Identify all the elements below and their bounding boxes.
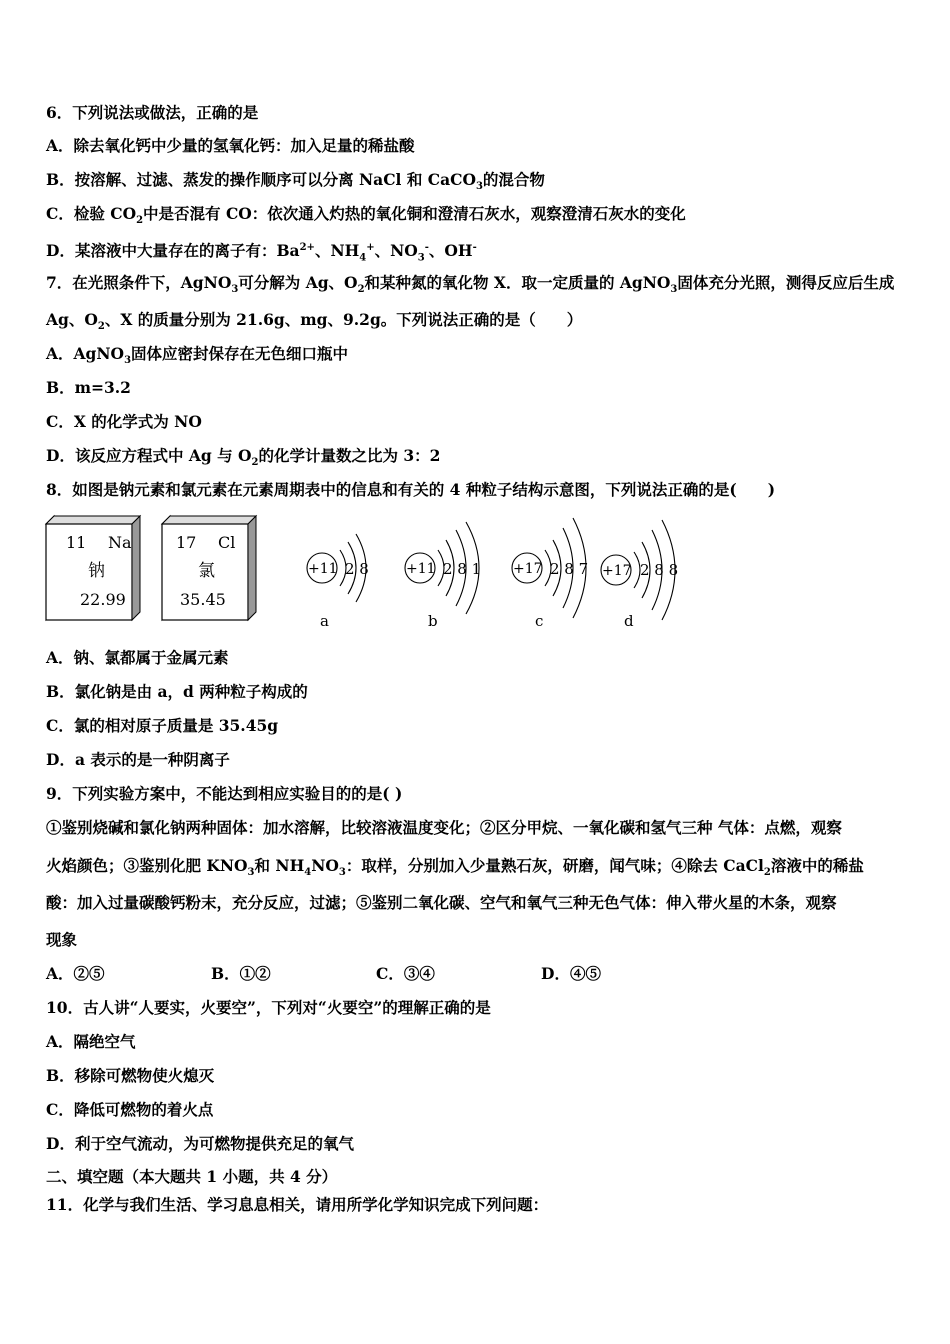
cl-atomic-mass: 35.45 <box>180 590 226 609</box>
q6-d-sub2: 3 <box>417 252 425 264</box>
q7-d-pre: D．该反应方程式中 Ag 与 O <box>46 446 252 465</box>
particle-c <box>512 518 588 630</box>
q9-option-a: A．②⑤ <box>46 964 105 983</box>
na-symbol: Na <box>108 533 132 552</box>
q11-stem: 11．化学与我们生活、学习息息相关，请用所学化学知识完成下列问题： <box>46 1195 549 1214</box>
q6-d-mid3: 、OH <box>428 241 473 261</box>
q6-option-b <box>46 170 545 197</box>
q6-b-pre: B．按溶解、过滤、蒸发的操作顺序可以分离 NaCl 和 CaCO <box>46 170 476 189</box>
q6-d-pre: D．某溶液中大量存在的离子有：Ba <box>46 241 300 261</box>
na-atomic-number: 11 <box>66 533 87 552</box>
particle-d-shells: 2 8 8 <box>640 561 679 579</box>
q6-d-sub1: 4 <box>359 252 367 264</box>
q7-s2-sub: 2 <box>97 321 105 333</box>
q8-option-b: B．氯化钠是由 a，d 两种粒子构成的 <box>46 682 308 701</box>
section-2-title: 二、填空题（本大题共 1 小题，共 4 分） <box>46 1167 338 1186</box>
q7-s1-sub: 3 <box>231 284 239 296</box>
particle-a-nucleus: +11 <box>308 561 338 577</box>
q6-d-sup3: - <box>424 242 429 253</box>
q8-stem: 8．如图是钠元素和氯元素在元素周期表中的信息和有关的 4 种粒子结构示意图，下列说法正确的是( ) <box>46 480 776 499</box>
q7-s1-post: 固体充分光照，测得反应后生成 <box>677 273 895 292</box>
particle-c-shells: 2 8 7 <box>550 560 589 578</box>
q7-s2-post: 、X 的质量分别为 21.6g、mg、9.2g。下列说法正确的是（ ） <box>104 310 583 329</box>
q8-figure <box>40 508 700 633</box>
q7-a-post: 固体应密封保存在无色细口瓶中 <box>131 344 349 363</box>
q9-body-line4: 现象 <box>46 930 78 949</box>
q9-b2-mid: 和 NH <box>254 856 305 875</box>
q9-b2-sub3: 3 <box>338 867 346 879</box>
q7-stem-line2 <box>46 310 582 337</box>
q8-option-a: A．钠、氯都属于金属元素 <box>46 648 229 667</box>
q7-s1-mid2: 和某种氮的氧化物 X．取一定质量的 AgNO <box>364 273 671 292</box>
q10-option-d: D．利于空气流动，为可燃物提供充足的氧气 <box>46 1134 354 1153</box>
q6-option-a: A．除去氧化钙中少量的氢氧化钙：加入足量的稀盐酸 <box>46 136 415 155</box>
q7-s1-pre: 7．在光照条件下，AgNO <box>46 273 232 292</box>
q8-option-c: C．氯的相对原子质量是 35.45g <box>46 716 279 735</box>
na-atomic-mass: 22.99 <box>80 590 126 609</box>
q9-option-c: C．③④ <box>376 964 435 983</box>
particle-a <box>307 534 369 630</box>
q7-stem-line1 <box>46 273 894 300</box>
particle-b <box>405 522 481 630</box>
q6-d-sup2: + <box>366 242 375 253</box>
q9-body-line3: 酸：加入过量碳酸钙粉末，充分反应，过滤；⑤鉴别二氧化碳、空气和氧气三种无色气体：伸入带火星的木条，观察 <box>46 893 837 912</box>
q6-c-sub: 2 <box>136 215 144 227</box>
particle-d-label: d <box>624 612 634 630</box>
q6-option-d <box>46 238 477 268</box>
q6-option-c <box>46 204 686 231</box>
q7-s1-mid: 可分解为 Ag、O <box>238 273 358 292</box>
cl-name: 氯 <box>198 561 215 581</box>
q6-c-pre: C．检验 CO <box>46 204 137 223</box>
q6-d-sup4: - <box>472 242 477 253</box>
cl-atomic-number: 17 <box>176 533 197 552</box>
q6-b-post: 的混合物 <box>482 170 545 189</box>
cl-symbol: Cl <box>218 533 236 552</box>
q10-option-a: A．隔绝空气 <box>46 1032 136 1051</box>
q9-b2-pre: 火焰颜色；③鉴别化肥 KNO <box>46 856 248 875</box>
particle-d <box>601 520 678 630</box>
q9-stem: 9．下列实验方案中，不能达到相应实验目的的是( ) <box>46 784 403 803</box>
q7-a-pre: A．AgNO <box>46 344 125 363</box>
q7-d-sub: 2 <box>251 457 259 469</box>
q9-body-line2 <box>46 856 864 883</box>
particle-a-shells: 2 8 <box>345 560 369 578</box>
q9-options <box>46 964 601 984</box>
q10-option-b: B．移除可燃物使火熄灭 <box>46 1066 215 1085</box>
q7-s1-sub2: 2 <box>357 284 365 296</box>
q9-b2-post: 溶液中的稀盐 <box>770 856 864 875</box>
particle-d-nucleus: +17 <box>602 563 632 579</box>
q9-b2-sub4: 2 <box>763 867 771 879</box>
q7-option-d <box>46 446 440 473</box>
na-name: 钠 <box>88 561 105 581</box>
q6-stem: 6．下列说法或做法，正确的是 <box>46 103 259 122</box>
q9-b2-sub1: 3 <box>247 867 255 879</box>
q7-option-c: C．X 的化学式为 NO <box>46 412 202 431</box>
particle-b-nucleus: +11 <box>406 561 436 577</box>
q9-option-b: B．①② <box>211 964 271 983</box>
q6-d-sup1: 2+ <box>299 242 315 253</box>
q7-option-a <box>46 344 348 371</box>
sodium-element-tile <box>46 516 140 620</box>
q9-b2-mid2: NO <box>311 856 339 875</box>
particle-a-label: a <box>320 612 329 630</box>
particle-c-label: c <box>535 612 544 630</box>
q9-body-line1: ①鉴别烧碱和氯化钠两种固体：加水溶解，比较溶液温度变化；②区分甲烷、一氧化碳和氢气三种 气体：点燃，观察 <box>46 818 842 837</box>
q6-b-sub: 3 <box>475 181 483 193</box>
q8-option-d: D．a 表示的是一种阴离子 <box>46 750 230 769</box>
q6-d-mid1: 、NH <box>314 241 360 261</box>
q7-s1-sub3: 3 <box>670 284 678 296</box>
particle-b-label: b <box>428 612 438 630</box>
particle-b-shells: 2 8 1 <box>443 560 482 578</box>
chlorine-element-tile <box>162 516 256 620</box>
q9-option-d: D．④⑤ <box>541 964 601 983</box>
q7-option-b: B．m=3.2 <box>46 378 131 397</box>
q9-b2-mid3: ：取样，分别加入少量熟石灰，研磨，闻气味；④除去 CaCl <box>345 856 764 875</box>
q10-option-c: C．降低可燃物的着火点 <box>46 1100 214 1119</box>
q9-b2-sub2: 4 <box>304 867 312 879</box>
q7-s2-pre: Ag、O <box>46 310 98 329</box>
q6-d-mid2: 、NO <box>374 241 418 261</box>
q10-stem: 10．古人讲“人要实，火要空”，下列对“火要空”的理解正确的是 <box>46 998 491 1017</box>
q7-a-sub: 3 <box>124 355 132 367</box>
particle-c-nucleus: +17 <box>513 561 543 577</box>
q7-d-post: 的化学计量数之比为 3：2 <box>258 446 441 465</box>
q6-c-post: 中是否混有 CO：依次通入灼热的氧化铜和澄清石灰水，观察澄清石灰水的变化 <box>143 204 686 223</box>
